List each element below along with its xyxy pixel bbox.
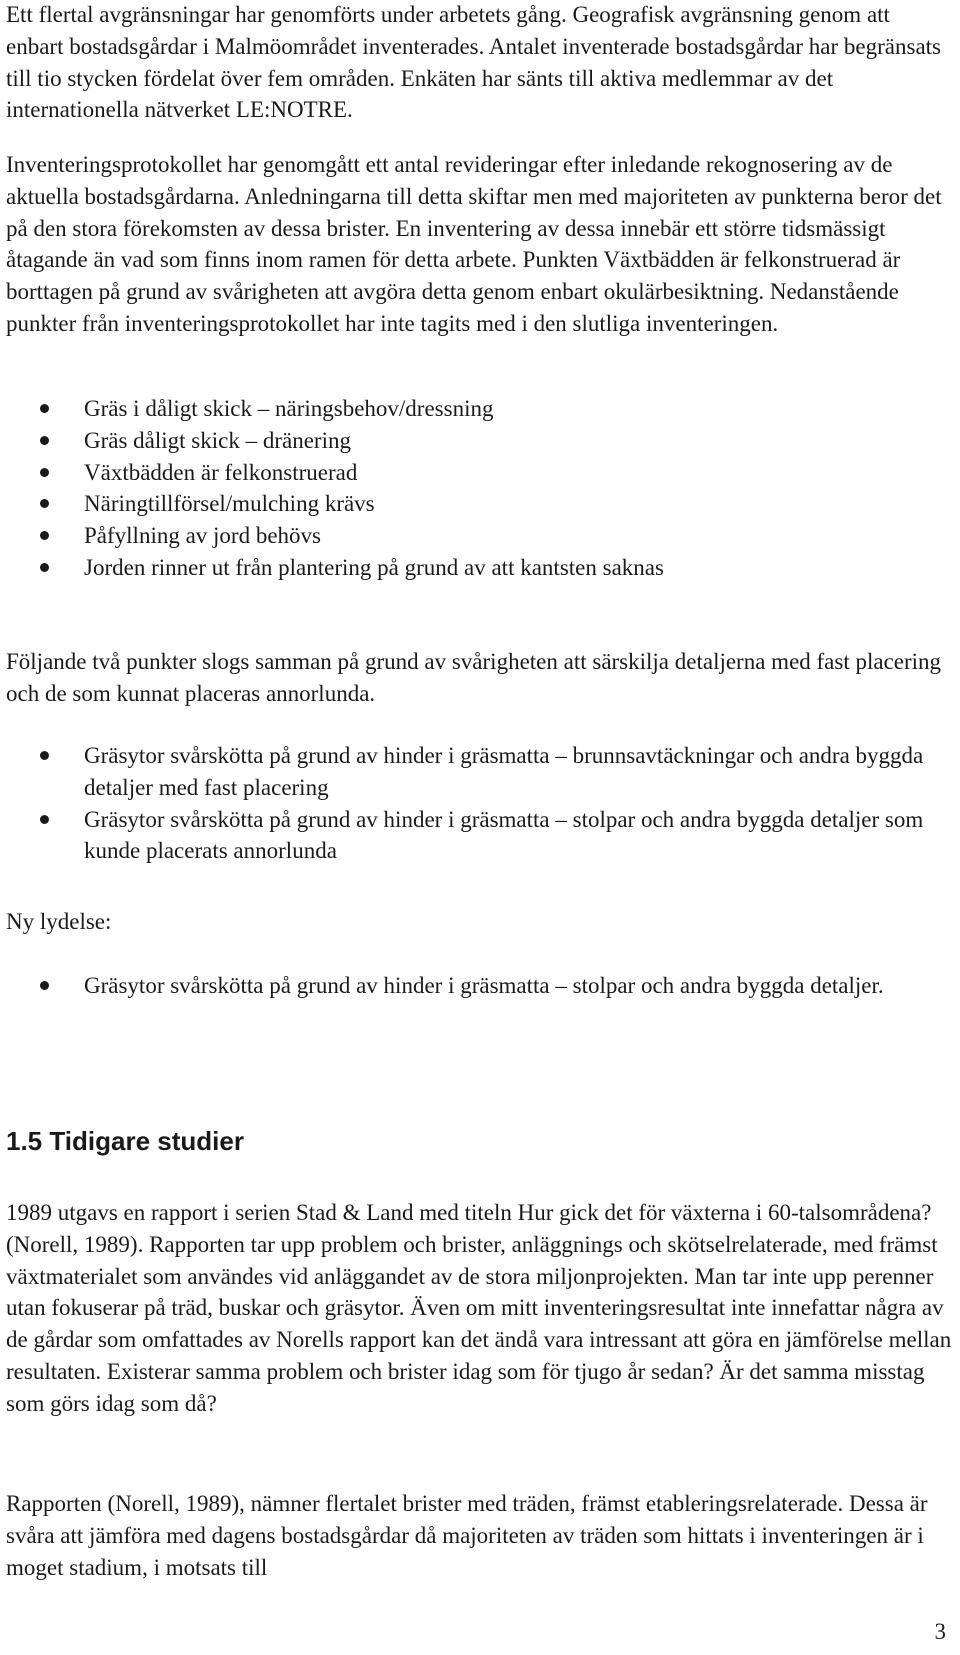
bullet-icon bbox=[40, 531, 49, 540]
excluded-points-list bbox=[0, 393, 952, 584]
new-wording-list bbox=[0, 970, 952, 1002]
list-item bbox=[0, 552, 952, 584]
paragraph-norell-report: Rapporten (Norell, 1989), nämner flertalet brister med träden, främst etableringsrelaterade. Dessa är svåra att jämföra med dagens bostadsgårdar då majoriteten av träden som hittats i inventeringen är i moget stadium, i motsats till bbox=[6, 1491, 928, 1580]
bullet-icon bbox=[40, 563, 49, 572]
list-item bbox=[0, 488, 952, 520]
list-item-text: Gräs i dåligt skick – näringsbehov/dressning bbox=[84, 396, 494, 421]
paragraph-merged-points: Följande två punkter slogs samman på grund av svårigheten att särskilja detaljerna med fast placering och de som kunnat placeras annorlunda. bbox=[6, 649, 942, 706]
paragraph-delimitations: Ett flertal avgränsningar har genomförts under arbetets gång. Geografisk avgränsning genom att enbart bostadsgårdar i Malmöområdet inventerades. Antalet inventerade bostadsgårdar har begränsats till tio stycken fördelat över fem områden. Enkäten har sänts till aktiva medlemmar av det internationella nätverket LE:NOTRE. bbox=[6, 2, 941, 123]
bullet-icon bbox=[40, 404, 49, 413]
section-heading: 1.5 Tidigare studier bbox=[6, 1126, 244, 1156]
merged-points-list bbox=[0, 740, 952, 867]
bullet-icon bbox=[40, 468, 49, 477]
list-item-text: Gräsytor svårskötta på grund av hinder i gräsmatta – stolpar och andra byggda detaljer som kunde placerats annorlunda bbox=[84, 806, 924, 864]
list-item bbox=[0, 970, 952, 1002]
list-item-text: Växtbädden är felkonstruerad bbox=[84, 459, 358, 485]
paragraph-protocol-revisions: Inventeringsprotokollet har genomgått ett antal revideringar efter inledande rekognosering av de aktuella bostadsgårdarna. Anledningarna till detta skiftar men med majoriteten av punkterna beror det på den stora förekomsten av dessa brister. En inventering av dessa innebär ett större tidsmässigt åtagande än vad som finns inom ramen för detta arbete. Punkten Växtbädden är felkonstruerad är borttagen på grund av svårigheten att avgöra detta genom enbart okulärbesiktning. Nedanstående punkter från inventeringsprotokollet har inte tagits med i den slutliga inventeringen. bbox=[6, 152, 942, 336]
list-item bbox=[0, 740, 952, 804]
bullet-icon bbox=[40, 499, 49, 508]
bullet-icon bbox=[40, 751, 49, 760]
page-number: 3 bbox=[934, 1619, 946, 1644]
list-item bbox=[0, 804, 952, 868]
paragraph-previous-studies: 1989 utgavs en rapport i serien Stad & Land med titeln Hur gick det för växterna i 60-talsområdena? (Norell, 1989). Rapporten tar upp problem och brister, anläggnings och skötselrelaterade, med främst växtmaterialet som användes vid anläggandet av de stora miljonprojekten. Man tar inte upp perenner utan fokuserar på träd, buskar och gräsytor. Även om mitt inventeringsresultat inte innefattar några av de gårdar som omfattades av Norells rapport kan det ändå vara intressant att göra en jämförelse mellan resultaten. Existerar samma problem och brister idag som för tjugo år sedan? Är det samma misstag som görs idag som då? bbox=[6, 1200, 952, 1416]
list-item bbox=[0, 457, 952, 489]
list-item bbox=[0, 425, 952, 457]
paragraph-new-wording: Ny lydelse: bbox=[6, 909, 112, 934]
list-item-text: Jorden rinner ut från plantering på grund av att kantsten saknas bbox=[84, 554, 664, 580]
bullet-icon bbox=[40, 815, 49, 824]
bullet-icon bbox=[40, 436, 49, 445]
list-item-text: Gräs dåligt skick – dränering bbox=[84, 427, 351, 453]
list-item bbox=[0, 393, 952, 425]
bullet-icon bbox=[40, 981, 49, 990]
list-item-text: Näringtillförsel/mulching krävs bbox=[84, 491, 375, 517]
list-item-text: Gräsytor svårskötta på grund av hinder i gräsmatta – brunnsavtäckningar och andra byggda detaljer med fast placering bbox=[84, 743, 924, 800]
list-item-text: Gräsytor svårskötta på grund av hinder i gräsmatta – stolpar och andra byggda detaljer. bbox=[84, 973, 884, 998]
list-item bbox=[0, 520, 952, 552]
list-item-text: Påfyllning av jord behövs bbox=[84, 523, 321, 549]
